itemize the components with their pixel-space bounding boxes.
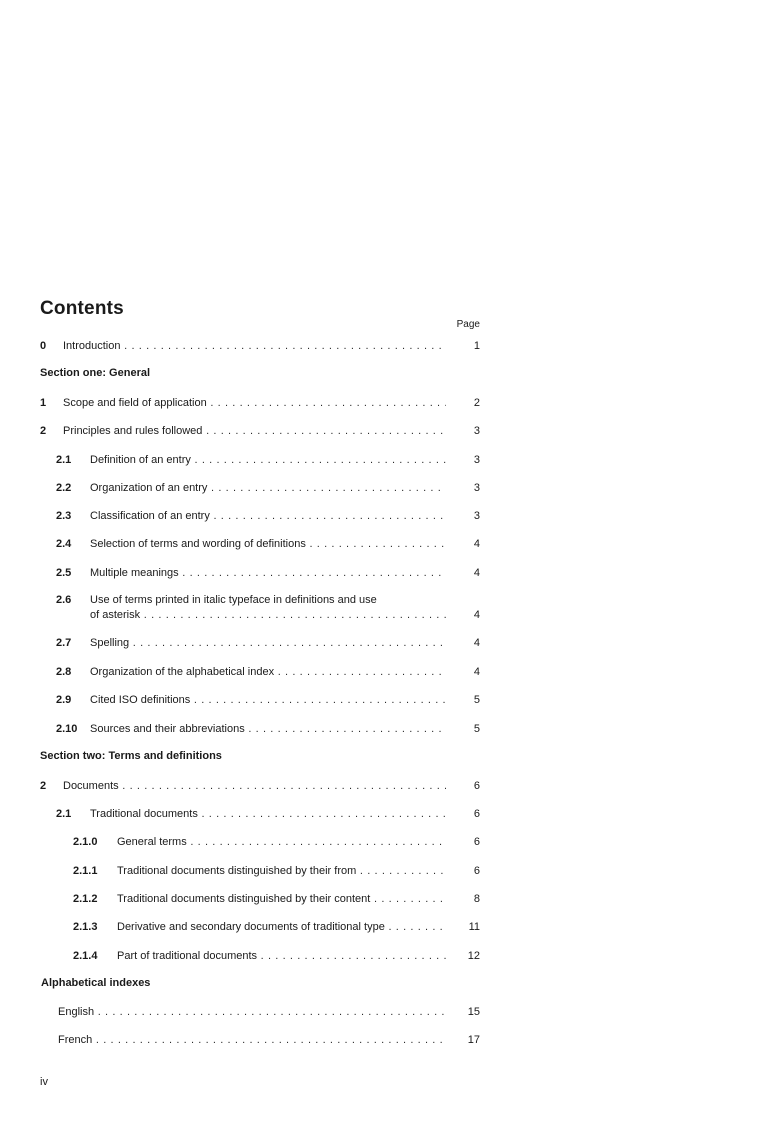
toc-page: 11: [468, 921, 480, 933]
page-number-footer: iv: [40, 1076, 48, 1088]
toc-title: Multiple meanings . . .: [90, 566, 446, 580]
toc-page: 17: [467, 1034, 480, 1046]
toc-page: 4: [473, 609, 480, 621]
toc-number: 2.1.1: [73, 865, 98, 877]
toc-page: 3: [473, 510, 480, 522]
section-heading-two: Section two: Terms and definitions: [40, 750, 222, 762]
toc-page: 6: [473, 808, 480, 820]
toc-number: 2.5: [56, 567, 72, 579]
toc-title-line2-row: [90, 608, 480, 622]
toc-page: 6: [473, 865, 480, 877]
toc-entry-2-8[interactable]: [56, 665, 480, 679]
toc-page: 4: [473, 538, 480, 550]
toc-entry-2-3[interactable]: [56, 509, 480, 523]
toc-page: 8: [473, 893, 480, 905]
toc-title: English . . .: [58, 1005, 446, 1019]
toc-entry-2-2[interactable]: [56, 481, 480, 495]
toc-title: Selection of terms and wording of definitions . . .: [90, 537, 446, 551]
section-heading-one: Section one: General: [40, 367, 151, 379]
toc-entry-2-10[interactable]: [56, 722, 480, 736]
toc-number: 2.1.4: [73, 950, 98, 962]
toc-title: General terms . . .: [117, 835, 446, 849]
toc-title-line1: Use of terms printed in italic typeface in definitions and use: [90, 594, 377, 606]
toc-number: 2.1.0: [73, 836, 98, 848]
toc-entry-2-9[interactable]: [56, 693, 480, 707]
toc-page: 6: [473, 780, 480, 792]
toc-page: 3: [473, 482, 480, 494]
toc-entry-2-6[interactable]: [56, 594, 480, 624]
toc-page: 5: [473, 694, 480, 706]
toc-entry-traditional-documents[interactable]: [56, 807, 480, 821]
toc-number: 2.8: [56, 666, 72, 678]
toc-title: Spelling . . .: [90, 636, 446, 650]
toc-entry-documents[interactable]: [40, 779, 480, 793]
toc-entry-english-index[interactable]: [58, 1005, 480, 1019]
toc-entry-2-1[interactable]: [56, 453, 480, 467]
toc-entry-2-5[interactable]: [56, 566, 480, 580]
toc-title: Sources and their abbreviations . . .: [90, 722, 446, 736]
toc-page: 3: [473, 425, 480, 437]
toc-title: Cited ISO definitions . . .: [90, 693, 446, 707]
toc-number: 2.1: [56, 808, 72, 820]
toc-page: 4: [473, 637, 480, 649]
toc-entry-2-1-2[interactable]: [73, 892, 480, 906]
toc-entry-2-1-4[interactable]: [73, 949, 480, 963]
toc-title: Traditional documents . . .: [90, 807, 446, 821]
toc-title: Introduction . . .: [63, 339, 446, 353]
page-title: Contents: [40, 298, 124, 319]
toc-number: 2.10: [56, 723, 78, 735]
toc-title: Traditional documents distinguished by their from . . .: [117, 864, 446, 878]
toc-title: Derivative and secondary documents of traditional type . . .: [117, 920, 446, 934]
toc-title: Part of traditional documents . . .: [117, 949, 446, 963]
toc-number: 0: [40, 340, 47, 352]
toc-title-line2: of asterisk . . .: [90, 608, 446, 622]
toc-entry-2-7[interactable]: [56, 636, 480, 650]
toc-number: 2.1.3: [73, 921, 98, 933]
toc-title: Traditional documents distinguished by their content . . .: [117, 892, 446, 906]
toc-page: 12: [467, 950, 480, 962]
toc-number: 2.6: [56, 594, 72, 606]
toc-page: 1: [473, 340, 480, 352]
toc-title: Scope and field of application . . .: [63, 396, 446, 410]
toc-entry-2-1-3[interactable]: [73, 920, 480, 934]
toc-title: Principles and rules followed . . .: [63, 424, 446, 438]
toc-page: 3: [473, 454, 480, 466]
toc-number: 1: [40, 397, 47, 409]
toc-page: 15: [467, 1006, 480, 1018]
toc-page: 4: [473, 666, 480, 678]
toc-entry-scope[interactable]: [40, 396, 480, 410]
toc-number: 2.1: [56, 454, 72, 466]
toc-title: French . . .: [58, 1033, 446, 1047]
toc-number: 2: [40, 780, 47, 792]
toc-entry-french-index[interactable]: [58, 1033, 480, 1047]
toc-page: 4: [473, 567, 480, 579]
section-heading-indexes: Alphabetical indexes: [41, 977, 151, 989]
toc-number: 2.9: [56, 694, 72, 706]
toc-number: 2.7: [56, 637, 72, 649]
toc-page: 2: [473, 397, 480, 409]
toc-title: Definition of an entry . . .: [90, 453, 446, 467]
toc-entry-2-1-0[interactable]: [73, 835, 480, 849]
toc-entry-introduction[interactable]: [40, 339, 480, 353]
toc-title: Organization of the alphabetical index . . .: [90, 665, 446, 679]
toc-title: Organization of an entry . . .: [90, 481, 446, 495]
toc-number: 2.2: [56, 482, 72, 494]
toc-title: Classification of an entry . . .: [90, 509, 446, 523]
toc-number: 2: [40, 425, 47, 437]
toc-entry-2-1-1[interactable]: [73, 864, 480, 878]
toc-page: 6: [473, 836, 480, 848]
toc-entry-principles[interactable]: [40, 424, 480, 438]
toc-number: 2.1.2: [73, 893, 98, 905]
page-column-header: Page: [456, 319, 480, 330]
toc-page: 5: [473, 723, 480, 735]
toc-number: 2.3: [56, 510, 72, 522]
toc-title: Documents . . .: [63, 779, 446, 793]
toc-entry-2-4[interactable]: [56, 537, 480, 551]
toc-number: 2.4: [56, 538, 72, 550]
